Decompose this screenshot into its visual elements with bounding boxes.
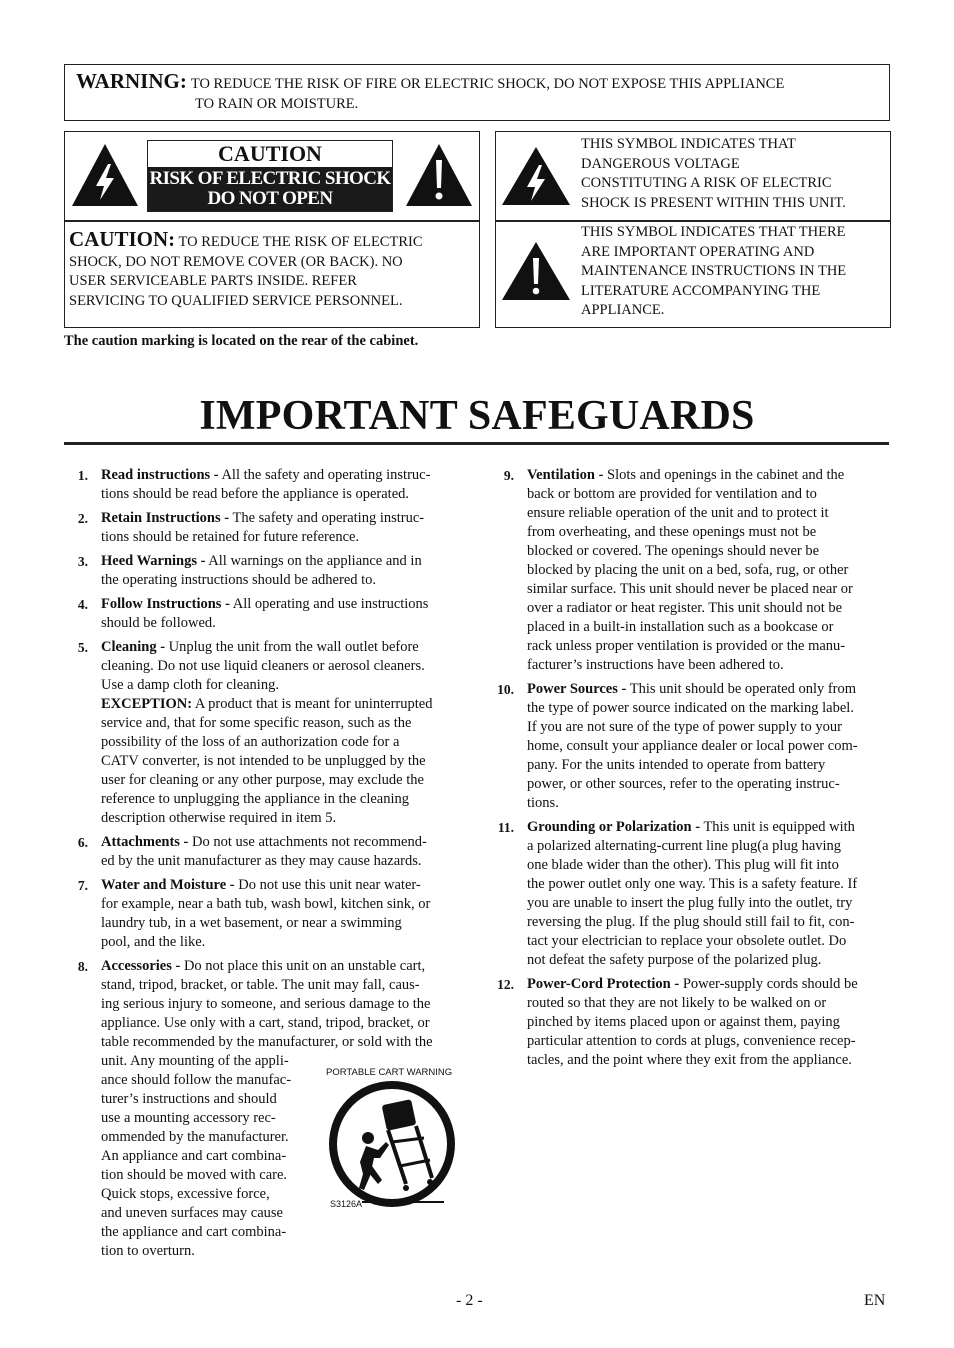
symbol-voltage-line-3: CONSTITUTING A RISK OF ELECTRIC [581, 175, 832, 191]
symbol-instructions-line-3: MAINTENANCE INSTRUCTIONS IN THE [581, 263, 847, 279]
safeguard-item-5 [64, 638, 474, 828]
symbol-box-divider [495, 220, 891, 222]
caution-marking-note: The caution marking is located on the rear of the cabinet. [64, 333, 419, 349]
item-heading: Attachments - [101, 834, 189, 850]
right-column [490, 466, 890, 1075]
item-line: particular attention to cords at plugs, convenience recep- [527, 1033, 856, 1049]
item-line: and uneven surfaces may cause [101, 1205, 283, 1221]
item-line: the appliance and cart combina- [101, 1224, 287, 1240]
safeguard-item-3 [64, 552, 474, 590]
item-line: a polarized alternating-current line plug(a plug having [527, 838, 842, 854]
cart-figure-code: S3126A [330, 1199, 363, 1209]
item-heading: Cleaning - [101, 639, 166, 655]
exception-line: reference to unplugging the appliance in the cleaning [101, 791, 409, 807]
safeguard-item-1 [64, 466, 474, 504]
item-line: tacles, and the point where they exit from the appliance. [527, 1052, 852, 1068]
safeguard-item-7 [64, 876, 474, 952]
warning-line-1 [76, 69, 784, 96]
exception-line: A product that is meant for uninterrupted [194, 696, 433, 712]
item-heading: Heed Warnings - [101, 553, 206, 569]
item-line: pinched by items placed upon or against them, paying [527, 1014, 840, 1030]
symbol-instructions-line-5: APPLIANCE. [581, 302, 665, 318]
warning-box [64, 64, 890, 121]
exception-line: user for cleaning or any other purpose, may exclude the [101, 772, 424, 788]
item-line: ance should follow the manufac- [101, 1072, 292, 1088]
caution-statement-line-1 [69, 227, 479, 253]
item-number: 9. [503, 468, 514, 483]
caution-statement-text-4: SERVICING TO QUALIFIED SERVICE PERSONNEL. [69, 292, 403, 309]
item-line: This unit is equipped with [703, 819, 855, 835]
item-line: reversing the plug. If the plug should still fail to fit, con- [527, 914, 855, 930]
item-line: similar surface. This unit should never be placed near or [527, 581, 853, 597]
exception-heading: EXCEPTION: [101, 696, 193, 712]
item-number: 3. [77, 554, 88, 569]
item-line: All operating and use instructions [232, 596, 429, 612]
item-line: the operating instructions should be adhered to. [101, 572, 377, 588]
item-heading: Follow Instructions - [101, 596, 230, 612]
item-line: pany. For the units intended to operate from battery [527, 757, 826, 773]
item-line: Do not use attachments not recommend- [192, 834, 427, 850]
item-number: 6. [77, 835, 88, 850]
item-line: tact your electrician to replace your obsolete outlet. Do [527, 933, 847, 949]
item-number: 4. [77, 597, 88, 612]
item-line: Power-supply cords should be [682, 976, 858, 992]
item-number: 1. [77, 468, 88, 483]
safeguard-item-2 [64, 509, 474, 547]
item-line: from overheating, and these openings must not be [527, 524, 817, 540]
symbol-instructions-text [581, 223, 846, 321]
caution-statement-text-1: TO REDUCE THE RISK OF ELECTRIC [178, 234, 423, 250]
item-heading: Retain Instructions - [101, 510, 230, 526]
item-number: 2. [77, 511, 88, 526]
item-line: the type of power source indicated on the marking label. [527, 700, 854, 716]
safeguard-item-9 [490, 466, 890, 675]
item-heading: Grounding or Polarization - [527, 819, 701, 835]
item-line: table recommended by the manufacturer, or sold with the [101, 1034, 433, 1050]
symbol-voltage-line-1: THIS SYMBOL INDICATES THAT [581, 136, 796, 152]
item-line: ed by the unit manufacturer as they may cause hazards. [101, 853, 422, 869]
item-number: 8. [77, 959, 88, 974]
item-line: for example, near a bath tub, wash bowl, kitchen sink, or [101, 896, 431, 912]
item-line: stand, tripod, bracket, or table. The unit may fall, caus- [101, 977, 420, 993]
item-line: tions should be read before the appliance is operated. [101, 486, 410, 502]
item-line: home, consult your appliance dealer or local power com- [527, 738, 858, 754]
item-line: should be followed. [101, 615, 216, 631]
item-number: 7. [77, 878, 88, 893]
symbol-instructions-line-4: LITERATURE ACCOMPANYING THE [581, 282, 821, 299]
warning-text-1: TO REDUCE THE RISK OF FIRE OR ELECTRIC SHOCK, DO NOT EXPOSE THIS APPLIANCE [190, 76, 785, 92]
item-line: Quick stops, excessive force, [101, 1186, 270, 1202]
safeguard-item-6 [64, 833, 474, 871]
item-line: Slots and openings in the cabinet and the [607, 467, 845, 483]
cart-warning-caption: PORTABLE CART WARNING [326, 1067, 453, 1078]
item-line: tions. [527, 795, 559, 811]
symbol-voltage-line-4: SHOCK IS PRESENT WITHIN THIS UNIT. [581, 194, 846, 211]
item-line: The safety and operating instruc- [232, 510, 425, 526]
item-line: rack unless proper ventilation is provided or the manu- [527, 638, 846, 654]
portable-cart-warning-icon [326, 1080, 458, 1210]
item-line: This unit should be operated only from [629, 681, 857, 697]
caution-label-risk [148, 167, 392, 211]
item-line: back or bottom are provided for ventilation and to [527, 486, 817, 502]
item-line: turer’s instructions and should [101, 1091, 277, 1107]
item-line: routed so that they are not likely to be walked on or [527, 995, 827, 1011]
item-line: not defeat the safety purpose of the polarized plug. [527, 952, 822, 968]
language-code: EN [864, 1292, 886, 1309]
item-line: Do not use this unit near water- [238, 877, 421, 893]
exclamation-symbol-icon [500, 240, 572, 302]
item-heading: Power-Cord Protection - [527, 976, 680, 992]
safeguard-item-12 [490, 975, 890, 1070]
exception-line: CATV converter, is not intended to be unplugged by the [101, 753, 426, 769]
exception-line: possibility of the loss of an authorization code for a [101, 734, 400, 750]
caution-statement-lead: CAUTION: [69, 227, 176, 251]
item-line: the power outlet only one way. This is a safety feature. If [527, 876, 858, 892]
item-line: blocked by placing the unit on a bed, sofa, rug, or other [527, 562, 849, 578]
item-line: pool, and the like. [101, 934, 206, 950]
item-line: Unplug the unit from the wall outlet before [168, 639, 419, 655]
caution-label [147, 140, 393, 212]
item-line: tion to overturn. [101, 1243, 195, 1259]
item-line: one blade wider than the other). This plug will fit into [527, 857, 839, 873]
item-heading: Power Sources - [527, 681, 627, 697]
item-line: facturer’s instructions have been adhered to. [527, 657, 784, 673]
item-heading: Accessories - [101, 958, 181, 974]
symbol-voltage-line-2: DANGEROUS VOLTAGE [581, 155, 740, 172]
item-number: 5. [77, 640, 88, 655]
caution-label-risk-line-1: RISK OF ELECTRIC SHOCK [149, 168, 391, 189]
caution-label-title: CAUTION [218, 141, 322, 166]
lightning-warning-icon [70, 142, 140, 208]
item-line: use a mounting accessory rec- [101, 1110, 276, 1126]
exclamation-warning-icon [404, 142, 474, 208]
symbol-voltage-text [581, 135, 846, 213]
item-line: laundry tub, in a wet basement, or near a swimming [101, 915, 402, 931]
caution-statement-text-2: SHOCK, DO NOT REMOVE COVER (OR BACK). NO [69, 253, 403, 270]
item-line: All the safety and operating instruc- [221, 467, 431, 483]
safeguard-item-10 [490, 680, 890, 813]
item-line: cleaning. Do not use liquid cleaners or aerosol cleaners. [101, 658, 425, 674]
warning-text-2: TO RAIN OR MOISTURE. [195, 96, 359, 112]
item-line: Do not place this unit on an unstable cart, [183, 958, 426, 974]
caution-box-divider [64, 220, 480, 222]
item-line: power, or other sources, refer to the operating instruc- [527, 776, 840, 792]
item-line: over a radiator or heat register. This unit should not be [527, 600, 843, 616]
symbol-instructions-line-2: ARE IMPORTANT OPERATING AND [581, 243, 815, 260]
item-line: tions should be retained for future reference. [101, 529, 360, 545]
lightning-symbol-icon [500, 145, 572, 207]
item-heading: Read instructions - [101, 467, 219, 483]
warning-lead: WARNING: [76, 69, 187, 93]
item-line: ensure reliable operation of the unit and to protect it [527, 505, 829, 521]
item-line: placed in a built-in installation such as a bookcase or [527, 619, 834, 635]
item-line: ommended by the manufacturer. [101, 1129, 289, 1145]
item-number: 11. [497, 820, 514, 835]
safeguard-item-11 [490, 818, 890, 970]
exception-line: service and, that for some specific reason, such as the [101, 715, 412, 731]
safeguard-item-4 [64, 595, 474, 633]
exception-line: description otherwise required in item 5. [101, 810, 337, 826]
item-line: An appliance and cart combina- [101, 1148, 287, 1164]
item-line: you are unable to insert the plug fully into the outlet, try [527, 895, 853, 911]
item-line: tion should be moved with care. [101, 1167, 288, 1183]
page-number: - 2 - [456, 1292, 483, 1309]
item-heading: Ventilation - [527, 467, 604, 483]
item-line: All warnings on the appliance and in [208, 553, 422, 569]
caution-statement-text-3: USER SERVICEABLE PARTS INSIDE. REFER [69, 273, 357, 289]
symbol-instructions-line-1: THIS SYMBOL INDICATES THAT THERE [581, 224, 846, 240]
title-rule [64, 442, 889, 445]
item-line: appliance. Use only with a cart, stand, tripod, bracket, or [101, 1015, 430, 1031]
caution-label-risk-line-2: DO NOT OPEN [207, 188, 333, 209]
item-line: If you are not sure of the type of power supply to your [527, 719, 842, 735]
item-line: ing serious injury to someone, and serious damage to the [101, 996, 431, 1012]
item-line: Use a damp cloth for cleaning. [101, 677, 279, 693]
item-line: unit. Any mounting of the appli- [101, 1053, 289, 1069]
caution-statement [69, 227, 479, 311]
item-heading: Water and Moisture - [101, 877, 235, 893]
item-number: 10. [497, 682, 514, 697]
page-title: IMPORTANT SAFEGUARDS [199, 393, 755, 439]
item-number: 12. [497, 977, 514, 992]
item-line: blocked or covered. The openings should never be [527, 543, 820, 559]
